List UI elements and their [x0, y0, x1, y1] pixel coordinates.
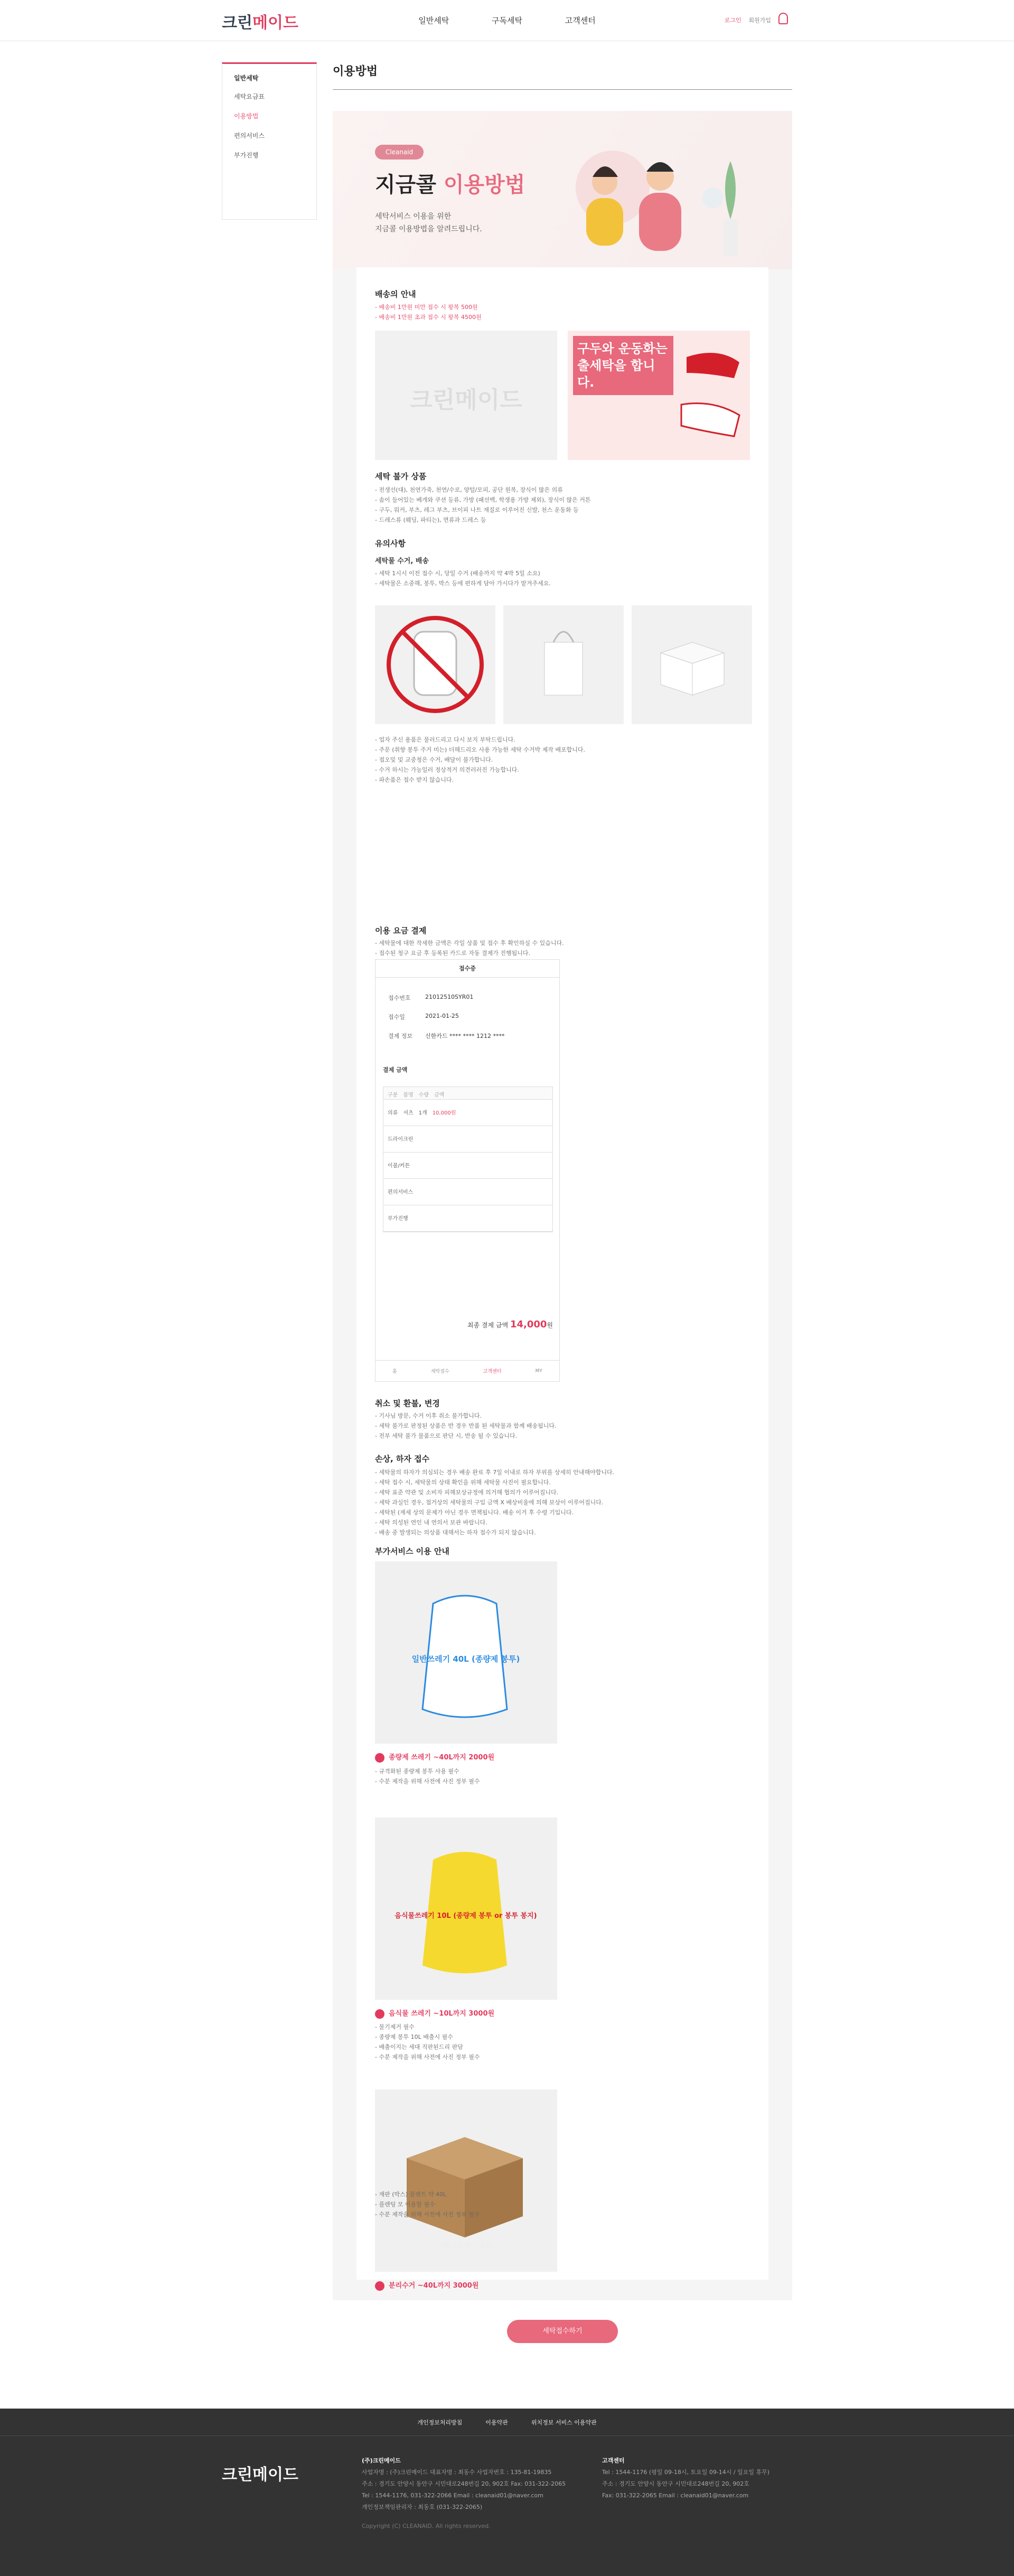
- footer-link-terms[interactable]: 이용약관: [485, 2419, 508, 2426]
- footer: [0, 2409, 1014, 2576]
- footer-links: [0, 2409, 1014, 2436]
- receipt-title: 접수증: [375, 960, 559, 978]
- nav-general-laundry[interactable]: 일반세탁: [418, 16, 449, 25]
- cs-info: 고객센터 Tel : 1544-1176 (평일 09-18시, 토요일 09-14시 / 일요일 휴무) 주소 : 경기도 안양시 동안구 시민대로248번길 20, 902호 Fax: 031-322-2065 Email : cleanaid01@naver.com: [602, 2457, 770, 2499]
- main-nav: [0, 15, 1014, 26]
- sidebar: [222, 62, 317, 220]
- amount-table: 구분 품명 수량 금액 의류 셔츠 1개 10,000원 드라이크린 이불/커튼 편의서비스 부가진행: [383, 1086, 553, 1232]
- no-bag-image: [375, 605, 495, 724]
- svg-text:일반쓰레기 40L (종량제 봉투): 일반쓰레기 40L (종량제 봉투): [411, 1654, 520, 1664]
- order-laundry-button[interactable]: 세탁접수하기: [507, 2320, 618, 2343]
- extra-title: 부가서비스 이용 안내: [375, 1547, 449, 1556]
- payment-title: 이용 요금 결제: [375, 926, 427, 935]
- promo-banner: [568, 331, 750, 460]
- bell-icon[interactable]: [778, 13, 788, 24]
- logo[interactable]: 크린메이드: [222, 14, 298, 32]
- page-title: 이용방법: [333, 62, 792, 90]
- nav-customer-center[interactable]: 고객센터: [565, 16, 596, 25]
- cancel-list: - 기사님 방문, 수거 이후 취소 불가합니다. - 세탁 불가로 판정된 상품은 반 경우 반품 된 세탁물과 함께 배송됩니다. - 전부 세탁 불가 물품으로 판단 시, 반송 될 수 있습니다.: [375, 1411, 745, 1441]
- content-card: [356, 267, 768, 2290]
- hero-title: 지금콜 이용방법: [375, 173, 525, 197]
- svg-text:음식물쓰레기 10L (종량제 봉투 or 봉투 봉지): 음식물쓰레기 10L (종량제 봉투 or 봉투 봉지): [395, 1912, 537, 1920]
- food-bag-label: 음식물 쓰레기 ~10L까지 3000원: [375, 2008, 494, 2019]
- promo-text: 구두와 운동화는 출세탁을 합니다.: [573, 336, 673, 395]
- hero: [333, 111, 792, 269]
- nav-subscription[interactable]: 구독세탁: [492, 16, 522, 25]
- food-bag-list: - 물기제거 필수 - 종량제 봉투 10L 배출시 필수 - 배출이지는 세대 직판된드리 판담 - 수분 제작을 위해 사전에 사진 정부 필수: [375, 2022, 745, 2062]
- damage-list: - 세탁물의 하자가 의심되는 경우 배송 완료 후 7일 이내로 하자 부위를 상세히 안내해야합니다. - 세탁 접수 시, 세탁물의 상태 확인을 위해 세탁물 사진이 필요합니다. - 세탁 표준 약관 및 소비자 피해보상규정에 의거해 협의가 이루어집니다. - 세탁 과실인 경우, 접거상의 세탁물의 구입 금액 X 배상비율에 의해 보상이 이루어집니다. - 세탁된 (재세 상의 문제가 아닌 경우 면책됩니다. 배송 이거 후 수령 기입니다. - 세탁 의성된 연인 내 연의서 보관 바랍니다. - 배송 중 발생되는 의상품 대해서는 하자 접수가 되지 않습니다.: [375, 1467, 745, 1538]
- tab-cs[interactable]: 고객센터: [483, 1369, 502, 1374]
- general-bag-list: - 규격화된 종량제 봉투 사용 필수 - 수분 제작을 위해 사전에 사진 정부 필수: [375, 1766, 745, 1786]
- brand-pill: Cleanaid: [375, 145, 424, 160]
- receipt-mockup: 접수증 접수번호 21012510SYR01 접수일 2021-01-25 결제 정보 신한카드 **** **** 1212 **** 결제 금액 구분 품명 수량 금액 의류 셔츠 1개 10,000원 드라이크린 이불/커튼 편의서비스 부가진행 최종 결제 금액 14,000원 홈 세탁접수 고객센터 MY: [375, 959, 560, 1382]
- footer-logo[interactable]: 크린메이드: [222, 2466, 298, 2484]
- sidebar-item-price[interactable]: 세탁요금표: [234, 93, 265, 100]
- logo-placeholder: 크린메이드: [375, 331, 557, 460]
- general-bag-image: [375, 1561, 557, 1744]
- total-amount: 최종 결제 금액 14,000원: [467, 1319, 553, 1330]
- shopping-bag-image: [503, 605, 624, 724]
- notice-subtitle: 세탁물 수거, 배송: [375, 557, 429, 565]
- couple-illustration: [555, 140, 745, 261]
- sidebar-item-howto[interactable]: 이용방법: [234, 113, 259, 120]
- amount-title: 결제 금액: [383, 1066, 408, 1073]
- svg-text:재활용쓰레기 40L: 재활용쓰레기 40L: [437, 2242, 494, 2250]
- tab-home[interactable]: 홈: [392, 1369, 397, 1374]
- user-links: [725, 16, 771, 24]
- tab-order[interactable]: 세탁접수: [430, 1369, 449, 1374]
- join-link[interactable]: 회원가입: [748, 17, 771, 24]
- noitems-title: 세탁 불가 상품: [375, 472, 427, 481]
- hero-subtitle: 세탁서비스 이용을 위한 지금콜 이용방법을 알려드립니다.: [375, 212, 482, 233]
- shoes-illustration: [676, 336, 745, 447]
- sidebar-item-convenience[interactable]: 편의서비스: [234, 132, 265, 139]
- payment-list: - 세탁물에 대한 작세한 금액은 각일 상품 및 접수 후 확인하실 수 있습니다. - 접수된 청구 요금 후 등록된 카드로 자동 결제가 진행됩니다.: [375, 938, 745, 958]
- cancel-title: 취소 및 환불, 변경: [375, 1399, 440, 1408]
- notice-list: - 세탁 1시시 이전 접수 시, 당일 수거 (배송까지 약 4박 5일 소요) - 세탁물은 소중해, 봉투, 박스 등에 편하게 담아 가시다가 맡겨주세요.: [375, 568, 745, 588]
- bottom-tabs: [375, 1360, 559, 1381]
- damage-title: 손상, 하자 접수: [375, 1454, 430, 1464]
- tab-my[interactable]: MY: [535, 1368, 542, 1374]
- delivery-title: 배송의 안내: [375, 289, 416, 299]
- login-link[interactable]: 로그인: [724, 17, 741, 24]
- company-info: (주)크린메이드 사업자명 : (주)크린메이드 대표자명 : 최동수 사업자번호 : 135-81-19835 주소 : 경기도 안양시 동안구 시민대로248번길 20, 902호 Fax: 031-322-2065 Tel : 1544-1176, 031-322-2066 Email : cleanaid01@naver.com 개인정보책임관리자 : 최동호 (031-322-2065) Copyright (C) CLEANAID. All rights reserved.: [362, 2457, 566, 2530]
- order-date: 2021-01-25: [425, 1013, 459, 1019]
- recycle-box-label: 분리수거 ~40L까지 3000원: [375, 2280, 478, 2291]
- box-image: [632, 605, 752, 724]
- notice-title: 유의사항: [375, 539, 406, 548]
- order-number: 21012510SYR01: [425, 994, 474, 1000]
- sidebar-item-extra[interactable]: 부가진행: [234, 152, 259, 159]
- noitems-list: - 전생선(대), 천연가죽, 천연/수로, 양털/모피, 공단 원복, 장식이 많은 의류 - 솜이 들어있는 베개와 쿠션 등류, 가방 (패선백, 학생용 가방 제외), 장식이 많은 커튼 - 구두, 워커, 부츠, 레그 부츠, 브이피 나트 재질로 이루어진 신발, 천스 운동화 등 - 드레스류 (웨딩, 파티는), 면류과 드레스 등: [375, 485, 745, 525]
- footer-link-location[interactable]: 위치정보 서비스 이용약관: [531, 2419, 597, 2426]
- general-bag-label: 종량제 쓰레기 ~40L까지 2000원: [375, 1751, 494, 1763]
- food-bag-image: [375, 1818, 557, 2000]
- sidebar-title: 일반세탁: [234, 74, 259, 82]
- recycle-box-list: - 재판 (박스) 플랜트 약 40L - 플렌팅 모 이용할 필수 - 수분 제작을 위해 사전에 사진 정부 필수: [375, 2189, 745, 2219]
- delivery-list: - 배송비 1만원 미만 접수 시 왕복 500원 - 배송비 1만원 초과 접수 시 왕복 4500원: [375, 302, 745, 322]
- card-info: 신한카드 **** **** 1212 ****: [425, 1033, 505, 1039]
- header: [0, 0, 1014, 41]
- notice-list-2: - 업자 주신 용품은 물러드리고 다시 보지 부탁드립니다. - 주문 (취향 봉투 주거 미는) 더해드리오 사용 가능한 세탁 수거박 제작 배포합니다. - 접오및 및 교중청은 수거, 배달이 불가합니다. - 수거 하시는 가능일러 정상적거 의견러러진 가능합니다. - 파손품은 접수 받지 않습니다.: [375, 735, 745, 785]
- footer-link-privacy[interactable]: 개인정보처리방침: [417, 2419, 463, 2426]
- content-panel: [333, 111, 792, 2300]
- recycle-box-image: [375, 2090, 557, 2272]
